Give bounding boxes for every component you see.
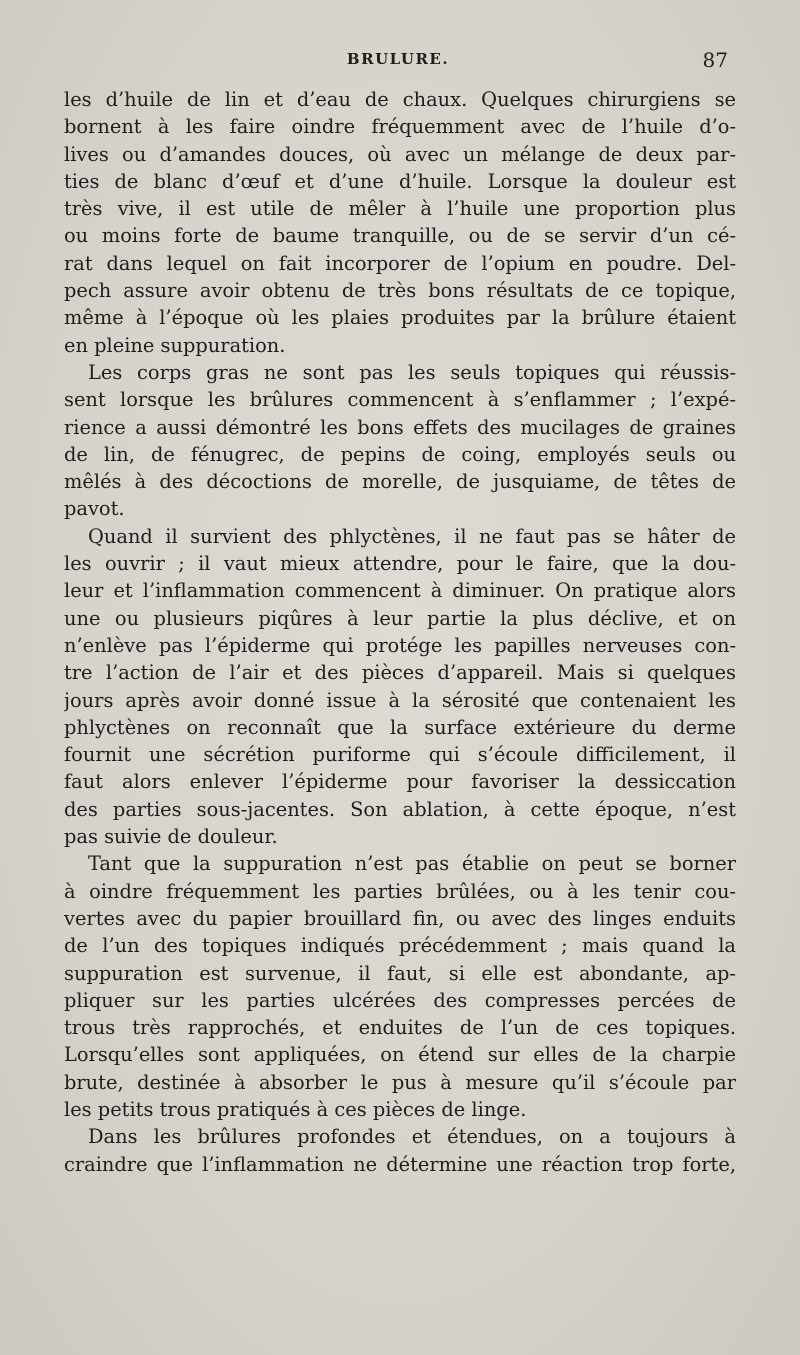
text-line: suppuration est survenue, il faut, si elle est abondante, ap- [64, 961, 736, 985]
page-number: 87 [702, 48, 728, 72]
text-line: de lin, de fénugrec, de pepins de coing, employés seuls ou [64, 442, 736, 466]
text-line: craindre que l’inflammation ne détermine une réaction trop forte, [64, 1152, 736, 1176]
text-line: des parties sous-jacentes. Son ablation, à cette époque, n’est [64, 797, 736, 821]
text-line: sent lorsque les brûlures commencent à s’enflammer ; l’expé- [64, 388, 736, 412]
text-line: phlyctènes on reconnaît que la surface extérieure du derme [64, 715, 736, 739]
text-line: n’enlève pas l’épiderme qui protége les papilles nerveuses con- [64, 633, 736, 657]
text-line: Lorsqu’elles sont appliquées, on étend sur elles de la charpie [64, 1043, 736, 1067]
body-text [64, 86, 736, 1178]
text-line: jours après avoir donné issue à la sérosité que contenaient les [64, 688, 736, 712]
text-line: ties de blanc d’œuf et d’une d’huile. Lorsque la douleur est [64, 169, 736, 193]
text-line: les petits trous pratiqués à ces pièces de linge. [64, 1097, 527, 1121]
text-line: bornent à les faire oindre fréquemment avec de l’huile d’o- [64, 115, 736, 139]
text-line: de l’un des topiques indiqués précédemment ; mais quand la [64, 934, 736, 958]
text-line: Quand il survient des phlyctènes, il ne faut pas se hâter de [88, 524, 736, 548]
text-line: Dans les brûlures profondes et étendues, on a toujours à [88, 1125, 736, 1149]
page-header [64, 48, 732, 78]
text-line: brute, destinée à absorber le pus à mesure qu’il s’écoule par [64, 1070, 736, 1094]
text-line: rience a aussi démontré les bons effets des mucilages de graines [64, 415, 736, 439]
text-line: lives ou d’amandes douces, où avec un mélange de deux par- [64, 142, 736, 166]
text-line: les d’huile de lin et d’eau de chaux. Quelques chirurgiens se [64, 88, 736, 111]
text-line: rat dans lequel on fait incorporer de l’opium en poudre. Del- [64, 251, 736, 275]
text-line: en pleine suppuration. [64, 333, 286, 357]
text-line: Tant que la suppuration n’est pas établie on peut se borner [88, 852, 736, 876]
text-line: trous très rapprochés, et enduites de l’un de ces topiques. [64, 1016, 736, 1040]
text-line: tre l’action de l’air et des pièces d’appareil. Mais si quelques [64, 661, 736, 685]
text-line: pliquer sur les parties ulcérées des compresses percées de [64, 988, 736, 1012]
text-line: une ou plusieurs piqûres à leur partie la plus déclive, et on [64, 606, 736, 630]
text-line: mêlés à des décoctions de morelle, de jusquiame, de têtes de [64, 470, 736, 494]
text-line: pas suivie de douleur. [64, 825, 278, 849]
text-line: faut alors enlever l’épiderme pour favoriser la dessiccation [64, 770, 736, 794]
running-title: BRULURE. [346, 50, 450, 68]
text-line: très vive, il est utile de mêler à l’huile une proportion plus [64, 197, 736, 221]
text-line: leur et l’inflammation commencent à diminuer. On pratique alors [64, 579, 736, 603]
text-line: même à l’époque où les plaies produites par la brûlure étaient [64, 306, 736, 330]
text-line: pavot. [64, 497, 125, 521]
text-line: fournit une sécrétion puriforme qui s’écoule difficilement, il [64, 743, 736, 767]
text-line: pech assure avoir obtenu de très bons résultats de ce topique, [64, 279, 736, 303]
text-line: ou moins forte de baume tranquille, ou de se servir d’un cé- [64, 224, 736, 248]
text-line: Les corps gras ne sont pas les seuls topiques qui réussis- [88, 360, 736, 384]
text-line: vertes avec du papier brouillard fin, ou avec des linges enduits [64, 906, 736, 930]
text-line: à oindre fréquemment les parties brûlées, ou à les tenir cou- [64, 879, 736, 903]
text-line: les ouvrir ; il vaut mieux attendre, pour le faire, que la dou- [64, 552, 736, 576]
